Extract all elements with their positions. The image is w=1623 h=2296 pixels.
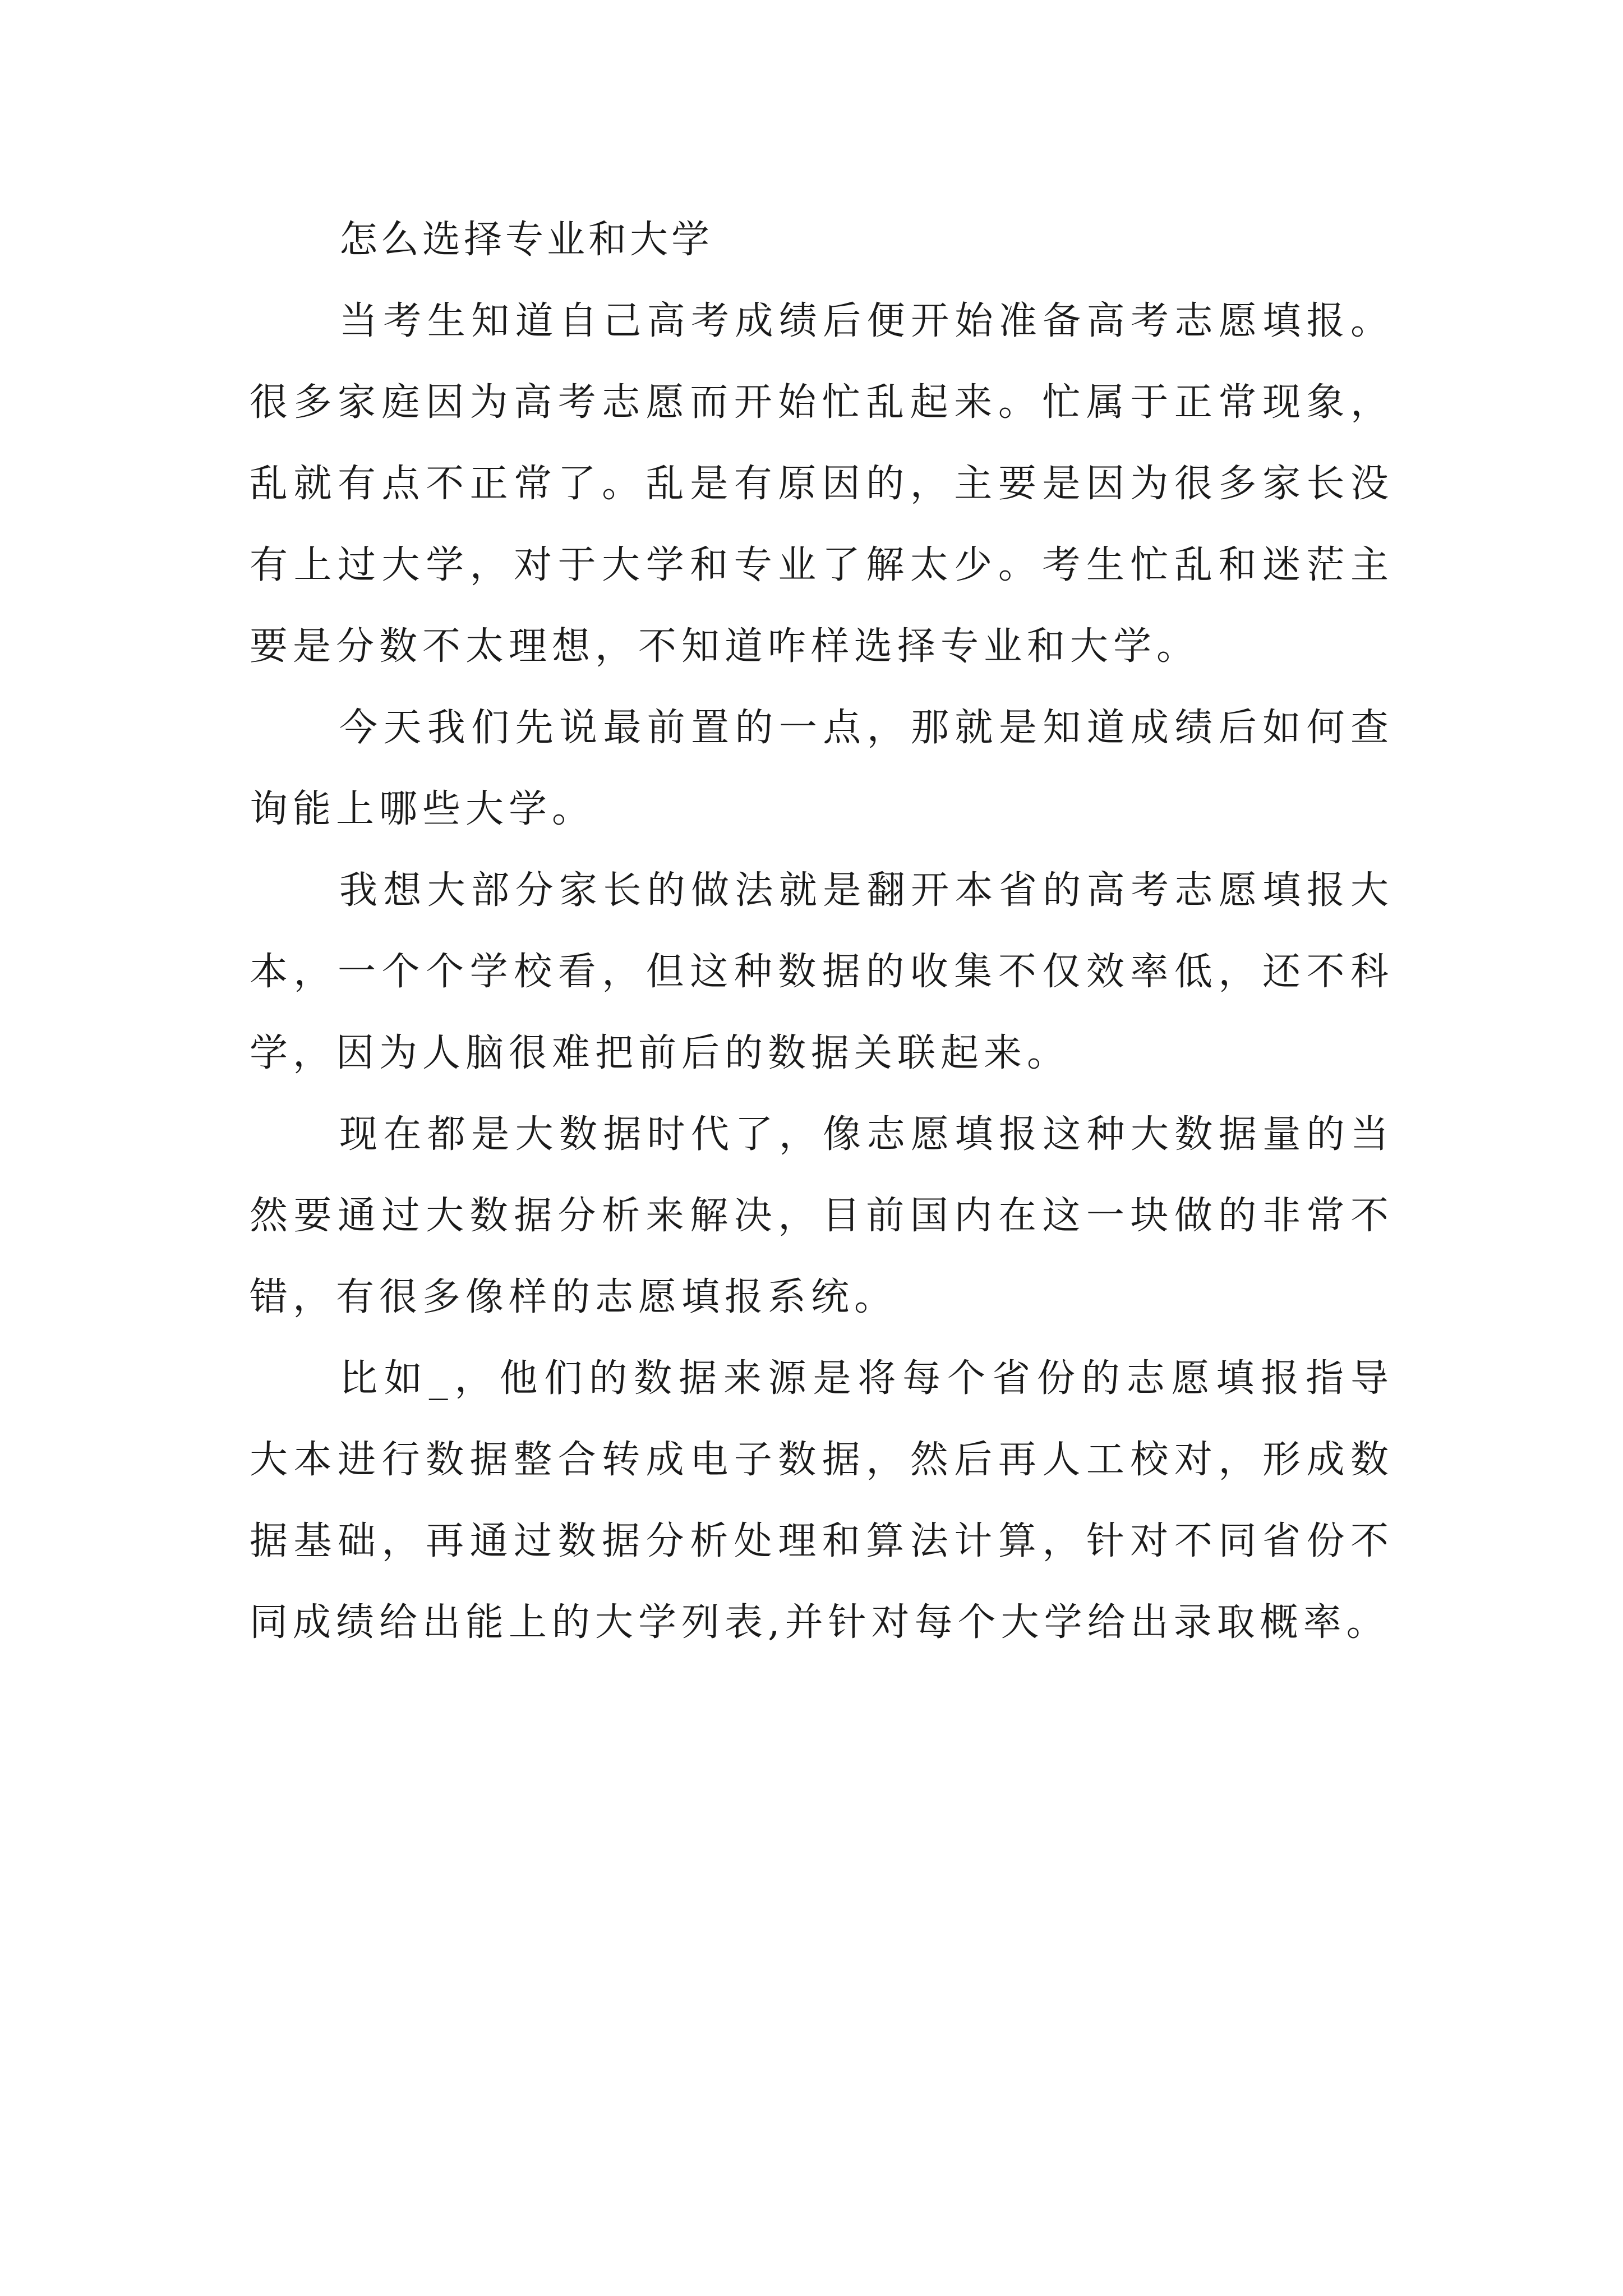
paragraph-4: 现在都是大数据时代了，像志愿填报这种大数据量的当然要通过大数据分析来解决，目前国内在这一块做的非常不错，有很多像样的志愿填报系统。	[250, 1112, 1394, 1319]
paragraph-5: 比如_，他们的数据来源是将每个省份的志愿填报指导大本进行数据整合转成电子数据，然后再人工校对，形成数据基础，再通过数据分析处理和算法计算，针对不同省份不同成绩给出能上的大学列表,并针对每个大学给出录取概率。	[250, 1356, 1394, 1645]
paragraph-1: 当考生知道自己高考成绩后便开始准备高考志愿填报。很多家庭因为高考志愿而开始忙乱起来。忙属于正常现象，乱就有点不正常了。乱是有原因的，主要是因为很多家长没有上过大学，对于大学和专业了解太少。考生忙乱和迷茫主要是分数不太理想，不知道咋样选择专业和大学。	[250, 299, 1394, 669]
document-body	[250, 199, 1394, 1663]
paragraph-2: 今天我们先说最前置的一点，那就是知道成绩后如何查询能上哪些大学。	[250, 706, 1394, 831]
paragraph-3: 我想大部分家长的做法就是翻开本省的高考志愿填报大本，一个个学校看，但这种数据的收集不仅效率低，还不科学，因为人脑很难把前后的数据关联起来。	[250, 868, 1394, 1075]
document-title: 怎么选择专业和大学	[339, 218, 713, 262]
